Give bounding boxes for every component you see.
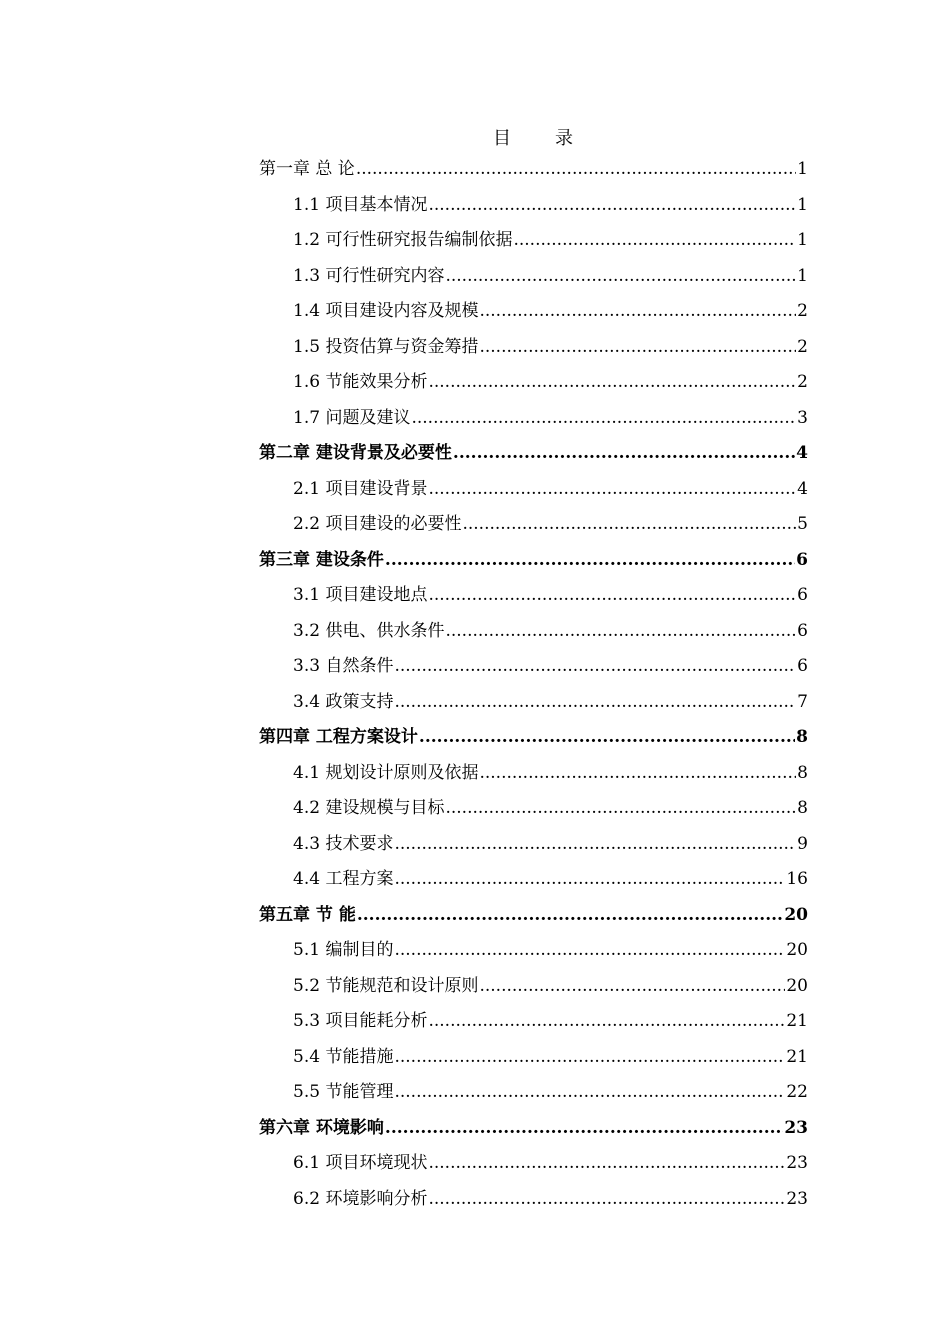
toc-dot-leader [445, 791, 796, 827]
toc-entry-label: 1.7 问题及建议 [293, 407, 411, 428]
toc-page-number: 1 [797, 265, 808, 286]
toc-chapter-entry[interactable] [259, 436, 808, 472]
toc-dot-leader [479, 756, 796, 792]
toc-dot-leader [385, 543, 795, 579]
toc-entry-label: 4.3 技术要求 [293, 833, 394, 854]
toc-page-number: 4 [797, 478, 808, 499]
toc-entry-label: 2.2 项目建设的必要性 [293, 514, 462, 534]
toc-entry-label: 6.2 环境影响分析 [293, 1188, 428, 1209]
toc-section-entry[interactable] [259, 685, 808, 721]
toc-dot-leader [394, 862, 785, 898]
toc-page-number: 16 [786, 869, 808, 889]
toc-dot-leader [479, 294, 796, 330]
toc-entry-label: 1.2 可行性研究报告编制依据 [293, 230, 513, 250]
toc-dot-leader [428, 1004, 785, 1040]
toc-page-number: 8 [796, 727, 808, 747]
toc-section-entry[interactable] [259, 1004, 808, 1040]
toc-dot-leader [419, 720, 795, 756]
toc-dot-leader [385, 1111, 783, 1147]
toc-title-part-1: 目 [493, 128, 511, 149]
toc-chapter-entry[interactable] [259, 152, 808, 188]
toc-section-entry[interactable] [259, 259, 808, 295]
toc-page-number: 1 [797, 159, 808, 179]
toc-entry-label: 5.3 项目能耗分析 [293, 1011, 428, 1031]
toc-page-number: 21 [786, 1046, 808, 1067]
toc-dot-leader [394, 649, 796, 685]
toc-entry-label: 3.4 政策支持 [293, 691, 394, 712]
toc-page-number: 1 [797, 230, 808, 250]
toc-section-entry[interactable] [259, 401, 808, 437]
toc-page-number: 6 [797, 585, 808, 605]
toc-dot-leader [453, 436, 795, 472]
toc-section-entry[interactable] [259, 756, 808, 792]
toc-entry-label: 4.4 工程方案 [293, 869, 394, 889]
toc-page-number: 8 [797, 798, 808, 818]
toc-entry-label: 6.1 项目环境现状 [293, 1153, 428, 1173]
toc-section-entry[interactable] [259, 1040, 808, 1076]
table-of-contents [259, 152, 808, 1217]
toc-page-number: 3 [797, 407, 808, 428]
toc-chapter-entry[interactable] [259, 1111, 808, 1147]
toc-section-entry[interactable] [259, 1075, 808, 1111]
toc-entry-label: 4.1 规划设计原则及依据 [293, 762, 479, 783]
toc-page-number: 20 [786, 940, 808, 960]
toc-section-entry[interactable] [259, 614, 808, 650]
toc-section-entry[interactable] [259, 969, 808, 1005]
toc-entry-label: 3.2 供电、供水条件 [293, 620, 445, 641]
toc-dot-leader [394, 827, 796, 863]
toc-page-number: 1 [797, 194, 808, 215]
toc-section-entry[interactable] [259, 578, 808, 614]
toc-dot-leader [394, 1040, 785, 1076]
toc-entry-label: 第一章 总 论 [259, 159, 355, 179]
toc-section-entry[interactable] [259, 649, 808, 685]
toc-dot-leader [445, 259, 796, 295]
toc-dot-leader [356, 152, 796, 188]
toc-section-entry[interactable] [259, 188, 808, 224]
toc-page-number: 5 [797, 514, 808, 534]
toc-section-entry[interactable] [259, 507, 808, 543]
toc-page-number: 2 [797, 301, 808, 321]
toc-section-entry[interactable] [259, 294, 808, 330]
toc-section-entry[interactable] [259, 472, 808, 508]
toc-page-number: 22 [786, 1082, 808, 1102]
toc-entry-label: 5.2 节能规范和设计原则 [293, 975, 479, 996]
toc-page-number: 20 [786, 975, 808, 996]
toc-section-entry[interactable] [259, 330, 808, 366]
toc-page-number: 6 [797, 620, 808, 641]
toc-dot-leader [357, 898, 783, 934]
toc-page-number: 23 [784, 1117, 808, 1138]
toc-chapter-entry[interactable] [259, 543, 808, 579]
toc-page-number: 8 [797, 762, 808, 783]
toc-entry-label: 第四章 工程方案设计 [259, 727, 418, 747]
toc-entry-label: 1.1 项目基本情况 [293, 194, 428, 215]
toc-page-number: 21 [786, 1011, 808, 1031]
toc-dot-leader [428, 1182, 785, 1218]
toc-entry-label: 1.3 可行性研究内容 [293, 265, 445, 286]
toc-page-number: 6 [796, 549, 808, 570]
toc-section-entry[interactable] [259, 827, 808, 863]
toc-chapter-entry[interactable] [259, 720, 808, 756]
toc-entry-label: 第三章 建设条件 [259, 549, 384, 570]
toc-dot-leader [394, 685, 796, 721]
toc-section-entry[interactable] [259, 1182, 808, 1218]
toc-dot-leader [428, 472, 796, 508]
toc-page-number: 6 [797, 656, 808, 676]
toc-page-number: 2 [797, 336, 808, 357]
toc-section-entry[interactable] [259, 223, 808, 259]
toc-section-entry[interactable] [259, 1146, 808, 1182]
toc-dot-leader [428, 1146, 785, 1182]
toc-dot-leader [445, 614, 796, 650]
toc-dot-leader [513, 223, 796, 259]
toc-entry-label: 第五章 节 能 [259, 904, 356, 925]
toc-entry-label: 1.5 投资估算与资金筹措 [293, 336, 479, 357]
toc-page-number: 20 [784, 904, 808, 925]
toc-section-entry[interactable] [259, 791, 808, 827]
toc-dot-leader [462, 507, 796, 543]
toc-entry-label: 2.1 项目建设背景 [293, 478, 428, 499]
toc-entry-label: 3.1 项目建设地点 [293, 585, 428, 605]
toc-title-part-2: 录 [555, 128, 573, 149]
toc-page-number: 7 [797, 691, 808, 712]
toc-entry-label: 第二章 建设背景及必要性 [259, 443, 452, 463]
toc-page-number: 4 [796, 443, 808, 463]
toc-dot-leader [411, 401, 796, 437]
toc-dot-leader [394, 1075, 785, 1111]
toc-page-number: 23 [786, 1153, 808, 1173]
toc-dot-leader [479, 330, 796, 366]
toc-entry-label: 1.6 节能效果分析 [293, 372, 428, 392]
toc-page-number: 2 [797, 372, 808, 392]
toc-dot-leader [428, 578, 796, 614]
toc-chapter-entry[interactable] [259, 898, 808, 934]
toc-dot-leader [428, 188, 796, 224]
toc-entry-label: 3.3 自然条件 [293, 656, 394, 676]
toc-entry-label: 1.4 项目建设内容及规模 [293, 301, 479, 321]
toc-entry-label: 5.4 节能措施 [293, 1046, 394, 1067]
toc-title [0, 124, 950, 150]
toc-section-entry[interactable] [259, 365, 808, 401]
toc-page-number: 9 [797, 833, 808, 854]
toc-entry-label: 第六章 环境影响 [259, 1117, 384, 1138]
toc-page-number: 23 [786, 1188, 808, 1209]
toc-section-entry[interactable] [259, 933, 808, 969]
toc-section-entry[interactable] [259, 862, 808, 898]
toc-dot-leader [479, 969, 785, 1005]
toc-dot-leader [394, 933, 785, 969]
toc-entry-label: 5.1 编制目的 [293, 940, 394, 960]
toc-dot-leader [428, 365, 796, 401]
toc-entry-label: 5.5 节能管理 [293, 1082, 394, 1102]
toc-entry-label: 4.2 建设规模与目标 [293, 798, 445, 818]
